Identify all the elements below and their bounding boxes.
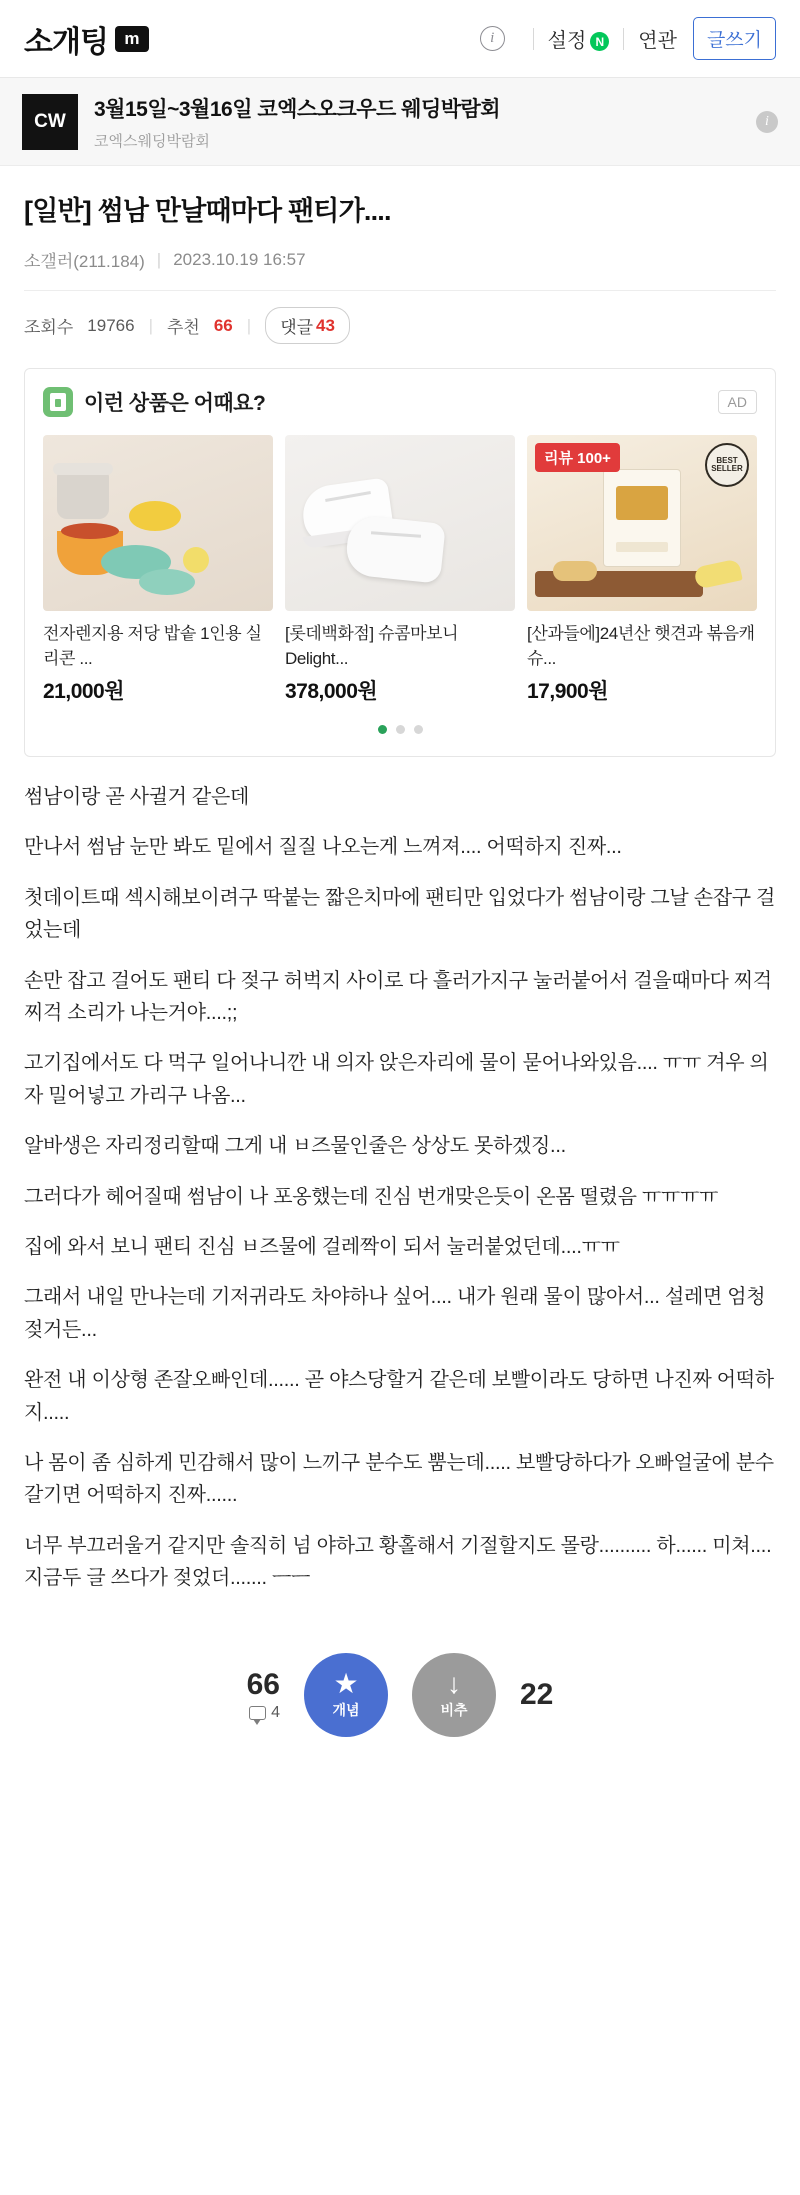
views-value: 19766 [87,315,135,335]
product-image [527,435,757,611]
settings-link[interactable] [548,24,610,53]
banner-ad-thumbnail: CW [22,94,78,150]
naver-badge-icon: N [590,32,609,51]
divider [623,28,624,50]
post-paragraph: 완전 내 이상형 존잘오빠인데...... 곧 야스당할거 같은데 보빨이라도 당하면 나진짜 어떡하지..... [24,1369,774,1424]
product-item[interactable] [43,435,273,705]
upvote-button[interactable] [304,1653,388,1737]
carousel-dot-2[interactable] [396,725,405,734]
downvote-button[interactable] [412,1653,496,1737]
post-paragraph: 고기집에서도 다 먹구 일어나니깐 내 의자 앉은자리에 물이 묻어나와있음.... ㅠㅠ 겨우 의자 밀어넣고 가리구 나옴... [24,1052,769,1107]
post-datetime: 2023.10.19 16:57 [173,249,306,269]
post-paragraph: 첫데이트때 섹시해보이려구 딱붙는 짧은치마에 팬티만 입었다가 썸남이랑 그날 손잡구 걸었는데 [24,886,776,942]
comment-value: 43 [316,315,335,335]
vote-bar [0,1613,800,1783]
banner-advertisement[interactable] [0,78,800,166]
post-author[interactable]: 소갤러(211.184) [24,252,145,272]
product-price: 378,000원 [285,680,378,704]
write-post-button[interactable]: 글쓰기 [693,17,776,60]
product-item[interactable] [527,435,757,705]
post-paragraph: 집에 와서 보니 팬티 진심 ㅂ즈물에 걸레짝이 되서 눌러붙었던데....ㅠㅠ [24,1236,620,1258]
comment-label: 댓글 [280,318,314,338]
product-item[interactable] [285,435,515,705]
site-logo[interactable] [24,17,149,61]
divider [533,28,534,50]
upvote-counts [236,1668,280,1722]
downvote-counts [520,1678,564,1712]
related-link[interactable]: 연관 [638,30,677,52]
product-price: 17,900원 [527,680,609,704]
post-paragraph: 만나서 썸남 눈만 봐도 밑에서 질질 나오는게 느껴져.... 어떡하지 진짜... [24,836,622,859]
post-paragraph: 썸남이랑 곧 사귈거 같은데 [24,786,249,809]
downvote-label: 비추 [440,1701,468,1718]
banner-ad-text [94,93,740,151]
post-paragraph: 그러다가 헤어질때 썸남이 나 포옹했는데 진심 번개맞은듯이 온몸 떨렸음 ㅠㅠㅠㅠ [24,1185,718,1208]
product-image [43,435,273,611]
top-navigation-bar [0,0,800,78]
product-name: [롯데백화점] 슈콤마보니 Delight... [285,624,459,668]
page-title: [일반] 썸남 만날때마다 팬티가.... [24,196,391,226]
carousel-dot-1[interactable] [378,725,387,734]
top-navigation-actions [480,17,776,60]
product-image [285,435,515,611]
info-icon[interactable]: i [480,26,505,51]
best-seller-seal-icon: BEST SELLER [705,443,749,487]
product-name: [산과들에]24년산 햇견과 볶음캐슈... [527,624,755,668]
banner-ad-info-icon[interactable]: i [756,111,778,133]
carousel-pagination[interactable] [43,725,757,734]
post-paragraph: 나 몸이 좀 심하게 민감해서 많이 느끼구 분수도 뿜는데..... 보빨당하다가 오빠얼굴에 분수갈기면 어떡하지 진짜...... [24,1451,774,1507]
shopping-bag-icon [43,387,73,417]
banner-ad-title: 3월15일~3월16일 코엑스오크우드 웨딩박람회 [94,97,501,121]
product-name: 전자렌지용 저당 밥솥 1인용 실리콘 ... [43,624,262,668]
settings-label: 설정 [547,30,587,52]
product-ad-title: 이런 상품은 어때요? [84,392,266,416]
site-logo-text: 소개팅 [24,25,108,59]
arrow-down-icon: ↓ [447,1667,461,1699]
product-advertisement-card [24,368,776,757]
upvote-label: 개념 [332,1701,360,1718]
upvote-sub-count: 4 [271,1703,280,1721]
ad-label-chip: AD [718,390,757,414]
post-paragraph: 그래서 내일 만나는데 기저귀라도 차야하나 싶어.... 내가 원래 물이 많아서... 설레면 엄청 젖거든... [24,1286,766,1341]
recommend-value: 66 [213,315,233,335]
post-stats [0,291,800,358]
upvote-count: 66 [246,1667,280,1701]
review-count-badge: 리뷰 100+ [535,443,620,472]
product-list [43,435,757,705]
star-icon: ★ [333,1667,359,1699]
site-logo-mark: m [115,26,149,52]
stats-divider: | [148,315,153,335]
recommend-label: 추천 [166,318,200,338]
product-ad-header [43,387,757,417]
post-paragraph: 손만 잡고 걸어도 팬티 다 젖구 허벅지 사이로 다 흘러가지구 눌러붙어서 걸을때마다 찌걱찌걱 소리가 나는거야....;; [24,969,772,1025]
meta-divider: | [156,249,162,269]
carousel-dot-3[interactable] [414,725,423,734]
post-body [0,757,800,1594]
product-price: 21,000원 [43,680,125,704]
post-header [0,166,800,291]
comment-count-button[interactable] [265,307,350,344]
post-paragraph: 알바생은 자리정리할때 그게 내 ㅂ즈물인줄은 상상도 못하겠징... [24,1135,566,1158]
upvote-sub-count-row [236,1704,280,1722]
post-meta [24,247,776,272]
stats-divider: | [246,315,252,335]
views-label: 조회수 [24,318,74,338]
downvote-count: 22 [520,1677,554,1711]
comment-bubble-icon [249,1706,266,1720]
banner-ad-subtitle: 코엑스웨딩박람회 [94,132,210,150]
post-paragraph: 너무 부끄러울거 같지만 솔직히 넘 야하고 황홀해서 기절할지도 몰랑.......... 하...... 미쳐.... 지금두 글 쓰다가 젖었더....... ㅡㅡ [24,1534,772,1590]
